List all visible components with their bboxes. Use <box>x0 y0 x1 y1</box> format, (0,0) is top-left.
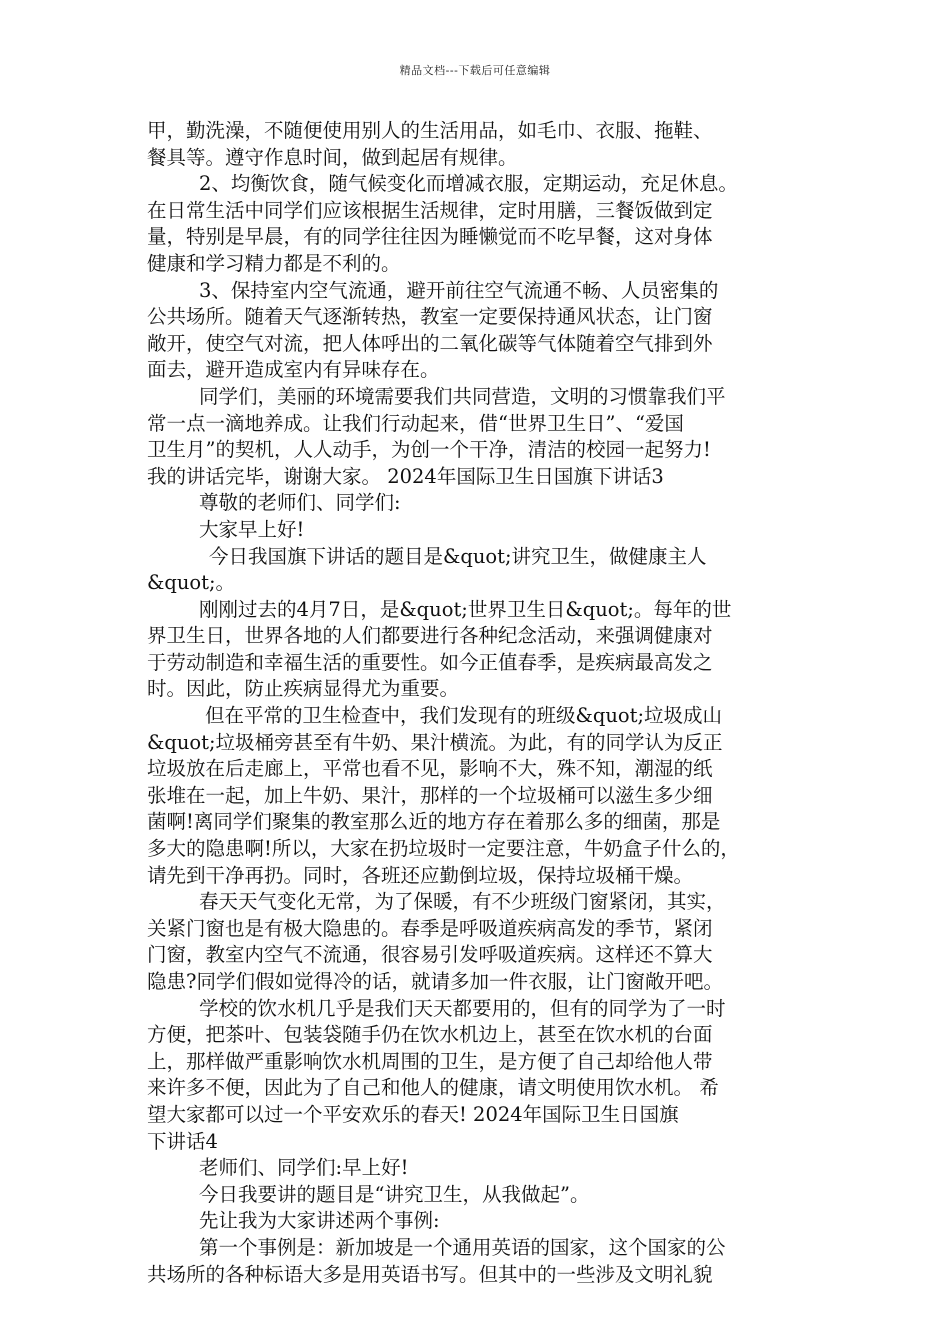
text-line: 来许多不便，因此为了自己和他人的健康，请文明使用饮水机。 希 <box>147 1076 719 1100</box>
text-line: 多大的隐患啊!所以，大家在扔垃圾时一定要注意，牛奶盒子什么的， <box>147 837 740 861</box>
text-line: 敞开，使空气对流，把人体呼出的二氧化碳等气体随着空气排到外 <box>147 331 713 355</box>
text-line: 下讲话4 <box>147 1129 218 1153</box>
text-line: 门窗，教室内空气不流通，很容易引发呼吸道疾病。这样还不算大 <box>147 943 713 967</box>
text-line: 3、保持室内空气流通，避开前往空气流通不畅、人员密集的 <box>199 278 719 302</box>
text-line: 学校的饮水机几乎是我们天天都要用的，但有的同学为了一时 <box>199 996 726 1020</box>
text-line: 张堆在一起，加上牛奶、果汁，那样的一个垃圾桶可以滋生多少细 <box>147 783 713 807</box>
text-line: 隐患?同学们假如觉得冷的话，就请多加一件衣服，让门窗敞开吧。 <box>147 970 723 993</box>
text-line: 餐具等。遵守作息时间，做到起居有规律。 <box>147 145 518 169</box>
text-line: 刚刚过去的4月7日，是&quot;世界卫生日&quot;。每年的世 <box>199 597 732 621</box>
text-line: 界卫生日，世界各地的人们都要进行各种纪念活动，来强调健康对 <box>147 624 713 648</box>
text-line: 望大家都可以过一个平安欢乐的春天! 2024年国际卫生日国旗 <box>147 1102 679 1126</box>
text-line: &quot;垃圾桶旁甚至有牛奶、果汁横流。为此，有的同学认为反正 <box>147 730 723 754</box>
text-line: 面去，避开造成室内有异味存在。 <box>147 358 440 382</box>
text-line: 常一点一滴地养成。让我们行动起来，借“世界卫生日”、“爱国 <box>147 411 684 435</box>
text-line: 卫生月”的契机，人人动手，为创一个干净，清洁的校园一起努力! <box>147 438 711 462</box>
text-line: 先让我为大家讲述两个事例: <box>199 1209 440 1233</box>
text-line: 我的讲话完毕，谢谢大家。 2024年国际卫生日国旗下讲话3 <box>147 464 664 488</box>
text-line: 请先到干净再扔。同时，各班还应勤倒垃圾，保持垃圾桶干燥。 <box>147 863 694 887</box>
text-line: 健康和学习精力都是不利的。 <box>147 251 401 275</box>
text-line: 量，特别是早晨，有的同学往往因为睡懒觉而不吃早餐，这对身体 <box>147 225 713 249</box>
page-header: 精品文档---下载后可任意编辑 <box>399 64 551 77</box>
text-line: 于劳动制造和幸福生活的重要性。如今正值春季，是疾病最高发之 <box>147 650 713 674</box>
text-line: 菌啊!离同学们聚集的教室那么近的地方存在着那么多的细菌，那是 <box>147 810 721 834</box>
text-line: &quot;。 <box>147 571 236 595</box>
text-line: 大家早上好! <box>199 517 305 541</box>
text-line: 关紧门窗也是有极大隐患的。春季是呼吸道疾病高发的季节，紧闭 <box>147 916 713 940</box>
text-line: 上，那样做严重影响饮水机周围的卫生，是方便了自己却给他人带 <box>147 1049 713 1073</box>
text-line: 第一个事例是：新加坡是一个通用英语的国家，这个国家的公 <box>199 1235 726 1259</box>
text-line: 方便，把茶叶、包装袋随手仍在饮水机边上，甚至在饮水机的台面 <box>147 1023 713 1047</box>
text-line: 时。因此，防止疾病显得尤为重要。 <box>147 677 460 701</box>
text-line: 春天天气变化无常，为了保暖，有不少班级门窗紧闭，其实， <box>199 890 726 914</box>
text-line: 今日我国旗下讲话的题目是&quot;讲究卫生，做健康主人 <box>209 544 707 568</box>
text-line: 公共场所。随着天气逐渐转热，教室一定要保持通风状态，让门窗 <box>147 305 713 329</box>
document-body <box>147 118 807 1288</box>
text-line: 垃圾放在后走廊上，平常也看不见，影响不大，殊不知，潮湿的纸 <box>147 757 713 781</box>
text-line: 老师们、同学们:早上好! <box>199 1156 409 1180</box>
text-line: 尊敬的老师们、同学们: <box>199 491 401 515</box>
text-line: 但在平常的卫生检查中，我们发现有的班级&quot;垃圾成山 <box>205 704 723 728</box>
text-line: 今日我要讲的题目是“讲究卫生，从我做起”。 <box>199 1182 590 1206</box>
text-line: 2、均衡饮食，随气候变化而增减衣服，定期运动，充足休息。 <box>199 172 738 196</box>
text-line: 共场所的各种标语大多是用英语书写。但其中的一些涉及文明礼貌 <box>147 1262 713 1286</box>
text-line: 在日常生活中同学们应该根据生活规律，定时用膳，三餐饭做到定 <box>147 198 713 222</box>
text-line: 同学们，美丽的环境需要我们共同营造，文明的习惯靠我们平 <box>199 384 726 408</box>
text-line: 甲，勤洗澡，不随便使用别人的生活用品，如毛巾、衣服、拖鞋、 <box>147 119 713 142</box>
